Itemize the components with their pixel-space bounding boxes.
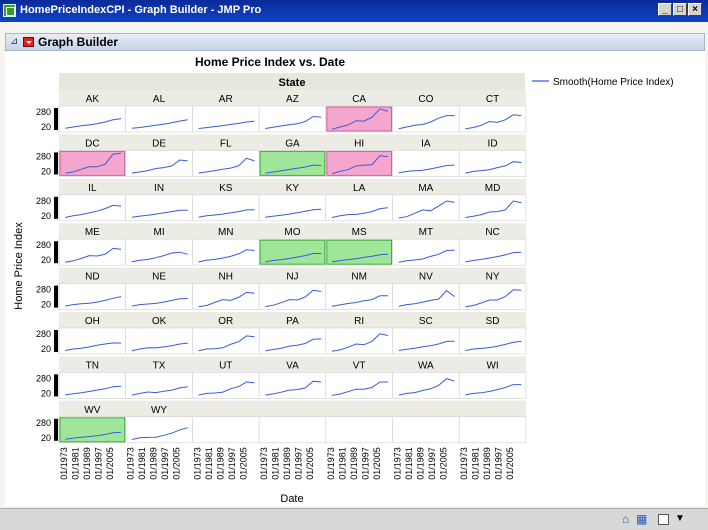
y-axis-bar <box>54 374 58 396</box>
facet-label-nj: NJ <box>286 271 299 283</box>
facet-plot-row <box>59 195 526 221</box>
home-icon[interactable]: ⌂ <box>622 512 630 526</box>
facet-label-ca: CA <box>352 94 367 105</box>
table-icon[interactable]: ▦ <box>636 512 648 526</box>
x-tick-label: 01/1997 <box>493 447 504 480</box>
facet-label-hi: HI <box>354 138 365 150</box>
facet-label-or: OR <box>218 316 234 327</box>
x-tick-label: 01/1989 <box>82 447 92 480</box>
x-tick-label: 01/1997 <box>360 447 371 480</box>
x-tick-label: 01/2005 <box>371 447 382 480</box>
facet-plot-row <box>59 106 526 132</box>
x-tick-label: 01/1989 <box>215 447 226 480</box>
x-tick-label: 01/1981 <box>270 447 281 480</box>
y-tick-label: 20 <box>40 432 51 443</box>
facet-label-sc: SC <box>418 316 433 327</box>
facet-label-sd: SD <box>485 316 500 327</box>
facet-label-ri: RI <box>354 316 365 327</box>
facet-label-ok: OK <box>151 316 167 327</box>
x-tick-label: 01/1989 <box>348 447 359 480</box>
x-tick-label: 01/1997 <box>226 447 237 480</box>
facet-label-nm: NM <box>351 271 367 283</box>
facet-label-dc: DC <box>85 138 100 150</box>
y-axis-bar <box>54 241 58 263</box>
x-tick-label: 01/1989 <box>148 447 159 480</box>
y-tick-label: 20 <box>40 122 51 132</box>
x-tick-label: 01/1997 <box>160 447 171 480</box>
y-tick-label: 280 <box>35 373 51 384</box>
facet-label-de: DE <box>152 138 167 150</box>
y-tick-label: 20 <box>40 388 51 399</box>
facet-label-co: CO <box>418 94 434 105</box>
facet-label-ky: KY <box>285 182 300 194</box>
maximize-button[interactable]: □ <box>673 3 687 16</box>
x-tick-label: 01/1981 <box>470 447 481 480</box>
y-tick-label: 280 <box>35 151 51 162</box>
dropdown-arrow-icon[interactable]: ▼ <box>675 513 685 524</box>
facet-label-mt: MT <box>418 227 434 239</box>
highlight-pink-dc[interactable] <box>60 151 125 175</box>
facet-label-tx: TX <box>152 360 166 372</box>
facet-label-mo: MO <box>284 227 301 239</box>
facet-label-ia: IA <box>421 138 431 150</box>
facet-label-ms: MS <box>351 227 367 239</box>
window-title: HomePriceIndexCPI - Graph Builder - JMP Pro <box>20 4 262 16</box>
facet-label-ne: NE <box>152 271 167 283</box>
x-tick-label: 01/1981 <box>203 447 214 480</box>
facet-label-md: MD <box>484 182 501 194</box>
facet-label-wa: WA <box>417 360 434 372</box>
facet-label-row <box>59 401 526 417</box>
y-tick-label: 280 <box>35 284 51 295</box>
close-button[interactable]: × <box>688 3 702 16</box>
x-tick-label: 01/1973 <box>192 447 203 480</box>
y-axis-bar <box>54 197 58 219</box>
facet-label-mi: MI <box>153 227 165 239</box>
highlight-green-ga[interactable] <box>260 151 325 175</box>
x-tick-label: 01/1981 <box>70 447 81 480</box>
y-tick-label: 20 <box>40 166 51 177</box>
group-label: State <box>278 77 306 89</box>
disclosure-icon[interactable]: ⊿ <box>10 36 19 47</box>
x-tick-label: 01/2005 <box>438 447 449 480</box>
facet-label-wy: WY <box>150 404 168 416</box>
y-axis-title: Home Price Index <box>13 222 25 310</box>
x-tick-label: 01/1989 <box>482 447 493 480</box>
facet-label-nc: NC <box>485 227 500 239</box>
facet-label-tn: TN <box>85 360 100 372</box>
facet-plot-row <box>59 372 526 398</box>
facet-label-mn: MN <box>217 227 234 239</box>
y-tick-label: 20 <box>40 255 51 266</box>
x-axis-title: Date <box>280 493 304 505</box>
legend-label[interactable]: Smooth(Home Price Index) <box>553 77 674 88</box>
facet-label-wi: WI <box>486 360 499 372</box>
x-tick-label: 01/2005 <box>305 447 316 480</box>
x-tick-label: 01/2005 <box>505 447 516 480</box>
x-tick-label: 01/1973 <box>59 447 69 480</box>
x-tick-label: 01/1997 <box>427 447 437 480</box>
x-tick-label: 01/1973 <box>125 447 136 480</box>
y-tick-label: 280 <box>35 417 51 428</box>
x-tick-label: 01/1981 <box>137 447 148 480</box>
facet-label-al: AL <box>152 94 166 105</box>
facet-label-va: VA <box>286 360 299 372</box>
facet-label-la: LA <box>353 182 366 194</box>
y-tick-label: 280 <box>35 195 51 206</box>
chart-title: Home Price Index vs. Date <box>194 55 346 69</box>
x-tick-label: 01/1997 <box>93 447 104 480</box>
x-tick-label: 01/2005 <box>171 447 182 480</box>
facet-label-az: AZ <box>286 94 299 105</box>
x-tick-label: 01/1997 <box>293 447 304 480</box>
facet-plot-row <box>59 284 526 310</box>
facet-label-nv: NV <box>418 271 433 283</box>
facet-label-ut: UT <box>219 360 233 372</box>
highlight-pink-ca[interactable] <box>327 107 392 131</box>
facet-plot-row <box>59 417 526 443</box>
y-axis-bar <box>54 152 58 174</box>
y-tick-label: 280 <box>35 329 51 339</box>
y-axis-bar <box>54 286 58 308</box>
y-tick-label: 20 <box>40 210 51 221</box>
facet-label-ar: AR <box>218 94 233 105</box>
x-tick-label: 01/2005 <box>238 447 249 480</box>
y-axis-bar <box>54 330 58 352</box>
x-tick-label: 01/1973 <box>459 447 470 480</box>
facet-label-nh: NH <box>218 271 233 283</box>
facet-label-ak: AK <box>85 94 100 105</box>
facet-label-in: IN <box>154 182 165 194</box>
facet-label-oh: OH <box>84 316 100 327</box>
facet-label-ct: CT <box>485 94 500 105</box>
facet-label-pa: PA <box>286 316 299 327</box>
y-tick-label: 280 <box>35 240 51 251</box>
x-tick-label: 01/1981 <box>337 447 348 480</box>
x-tick-label: 01/1973 <box>392 447 403 480</box>
y-tick-label: 20 <box>40 299 51 310</box>
facet-label-ma: MA <box>418 182 434 194</box>
facet-label-wv: WV <box>84 404 101 416</box>
facet-label-me: ME <box>84 227 100 239</box>
x-tick-label: 01/1989 <box>282 447 293 480</box>
y-axis-bar <box>54 108 58 130</box>
minimize-button[interactable]: _ <box>658 3 672 16</box>
facet-label-ks: KS <box>219 182 233 194</box>
x-tick-label: 01/1973 <box>259 447 270 480</box>
highlight-green-ms[interactable] <box>327 240 392 264</box>
facet-label-id: ID <box>487 138 498 150</box>
panel-title: Graph Builder <box>38 35 119 49</box>
x-tick-label: 01/1973 <box>325 447 336 480</box>
y-axis-bar <box>54 419 58 441</box>
x-tick-label: 01/1989 <box>415 447 426 480</box>
status-bar <box>0 508 708 530</box>
facet-label-vt: VT <box>352 360 366 372</box>
facet-label-ny: NY <box>485 271 500 283</box>
highlight-pink-hi[interactable] <box>327 151 392 175</box>
x-tick-label: 01/1981 <box>404 447 414 480</box>
facet-label-fl: FL <box>219 138 232 150</box>
facet-label-il: IL <box>88 182 97 194</box>
selection-checkbox[interactable] <box>658 514 669 525</box>
facet-label-ga: GA <box>285 138 300 150</box>
facet-plot-row <box>59 328 526 354</box>
facet-label-nd: ND <box>85 271 100 283</box>
y-tick-label: 20 <box>40 344 51 354</box>
y-tick-label: 280 <box>35 107 51 117</box>
x-tick-label: 01/2005 <box>105 447 115 480</box>
